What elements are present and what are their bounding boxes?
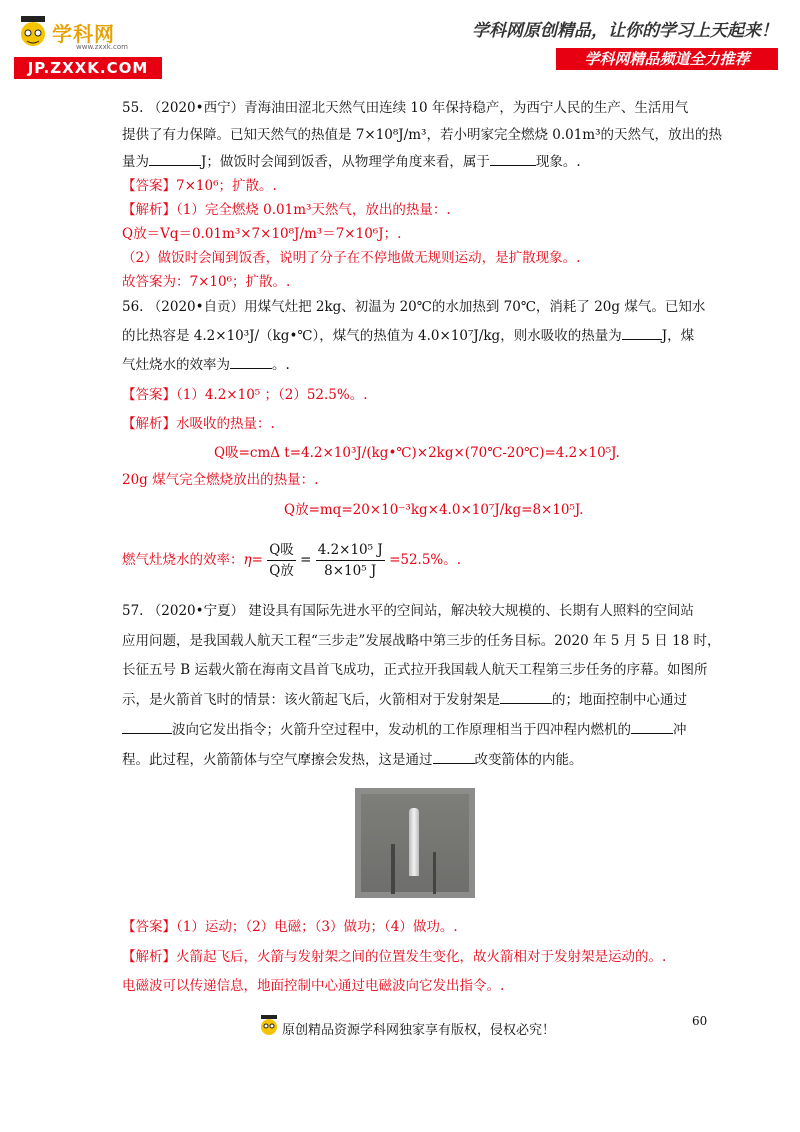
fraction-val-den: 8×10⁵ J [324,563,377,579]
eta-symbol: η= [243,552,263,568]
blank [490,165,536,166]
q57-line5 [122,720,687,740]
q57-line6b: 改变箭体的内能。 [474,752,583,768]
q56-line3 [122,355,290,375]
q56-line1: 56. （2020•自贡）用煤气灶把 2kg、初温为 20℃的水加热到 70℃，消耗了 20g 煤气。已知水 [122,299,706,315]
q55-line1: 55. （2020•西宁）青海油田涩北天然气田连续 10 年保持稳产，为西宁人民的生产、生活用气 [122,100,689,116]
q57-line3: 长征五号 B 运载火箭在海南文昌首飞成功，正式拉开我国载人航天工程第三步任务的序幕。如图所 [122,662,708,678]
header-slogan: 学科网原创精品，让你的学习上天起来！ [472,21,778,41]
q57-line5a: 波向它发出指令；火箭升空过程中，发动机的工作原理相当于四冲程内燃机的 [172,722,631,738]
fraction-q [267,540,296,581]
equals-sign: = [300,552,312,568]
mascot-icon [16,14,50,54]
launch-tower-2 [433,852,436,894]
q57-exp2: 电磁波可以传递信息，地面控制中心通过电磁波向它发出指令。. [122,978,505,994]
q56-line3a: 气灶烧水的效率为 [122,357,230,373]
q55-exp2: Q放＝Vq＝0.01m³×7×10⁸J/m³＝7×10⁶J；. [122,226,402,242]
header-banner: 学科网精品频道全力推荐 [556,48,778,70]
q56-line3b: 。. [272,357,290,373]
rocket-launch-photo [355,788,475,898]
q57-line4 [122,690,687,710]
q55-answer: 【答案】7×10⁶；扩散。. [122,178,277,194]
q57-line6 [122,750,583,770]
q56-line2 [122,326,694,346]
blank [149,165,201,166]
q57-line1: 57. （2020•宁夏） 建设具有国际先进水平的空间站，解决较大规模的、长期有人照料的空间站 [122,603,694,619]
logo-url: JP.ZXXK.COM [14,57,162,79]
rocket-icon [409,808,419,876]
q57-line4a: 示，是火箭首飞时的情景：该火箭起飞后，火箭相对于发射架是 [122,692,500,708]
fraction-q-num: Q吸 [267,540,296,561]
fraction-val-num: 4.2×10⁵ J [316,540,385,561]
q56-exp1: 【解析】水吸收的热量：. [122,416,275,432]
q56-answer: 【答案】（1）4.2×10⁵ ；（2）52.5%。. [122,387,368,403]
q56-exp4: Q放=mq=20×10⁻³kg×4.0×10⁷J/kg=8×10⁵J. [284,502,584,518]
q57-line5b: 冲 [673,722,687,738]
q55-line2: 提供了有力保障。已知天然气的热值是 7×10⁸J/m³，若小明家完全燃烧 0.01m³的天然气，放出的热 [122,127,723,143]
q55-exp3: （2）做饭时会闻到饭香，说明了分子在不停地做无规则运动，是扩散现象。. [122,250,581,266]
blank [230,368,272,369]
q56-exp5 [122,540,461,581]
blank [622,339,662,340]
q55-line3c: 现象。. [535,154,581,170]
photo-frame [361,794,469,892]
q56-exp5b: =52.5%。. [389,552,462,568]
logo [14,10,164,77]
footer-copyright: 原创精品资源学科网独家享有版权，侵权必究！ [282,1023,556,1038]
footer-mascot-icon [258,1012,280,1040]
q57-exp1: 【解析】火箭起飞后，火箭与发射架之间的位置发生变化，故火箭相对于发射架是运动的。. [122,949,667,965]
blank [433,763,475,764]
q55-line3 [122,152,581,172]
blank [631,733,673,734]
logo-sub: www.zxxk.com [76,43,128,51]
q56-exp5a: 燃气灶烧水的效率： [122,552,244,568]
page-number: 60 [692,1014,708,1028]
blank [500,703,552,704]
q57-line2: 应用问题，是我国载人航天工程“三步走”发展战略中第三步的任务目标。2020 年 5 月 5 日 18 时， [122,633,721,649]
q55-line3a: 量为 [122,154,149,170]
logo-name: 学科网 [52,22,115,46]
q56-exp2: Q吸=cmΔ t=4.2×10³J/(kg•℃)×2kg×(70℃-20℃)=4.2×10⁵J. [214,445,620,461]
q55-line3b: J；做饭时会闻到饭香，从物理学角度来看，属于 [201,154,490,170]
q56-line2b: J，煤 [661,328,695,344]
q57-line6a: 程。此过程，火箭箭体与空气摩擦会发热，这是通过 [122,752,433,768]
fraction-val [316,540,385,581]
q57-line4b: 的；地面控制中心通过 [552,692,687,708]
blank [122,733,172,734]
fraction-q-den: Q放 [269,563,294,579]
q55-exp4: 故答案为：7×10⁶；扩散。. [122,274,291,290]
q56-exp3: 20g 煤气完全燃烧放出的热量：. [122,472,319,488]
q57-answer: 【答案】（1）运动；（2）电磁；（3）做功；（4）做功。. [122,919,458,935]
launch-tower [391,844,395,894]
q55-exp1: 【解析】（1）完全燃烧 0.01m³天然气，放出的热量：. [122,202,451,218]
q56-line2a: 的比热容是 4.2×10³J/（kg•℃），煤气的热值为 4.0×10⁷J/kg，则水吸收的热量为 [122,328,622,344]
